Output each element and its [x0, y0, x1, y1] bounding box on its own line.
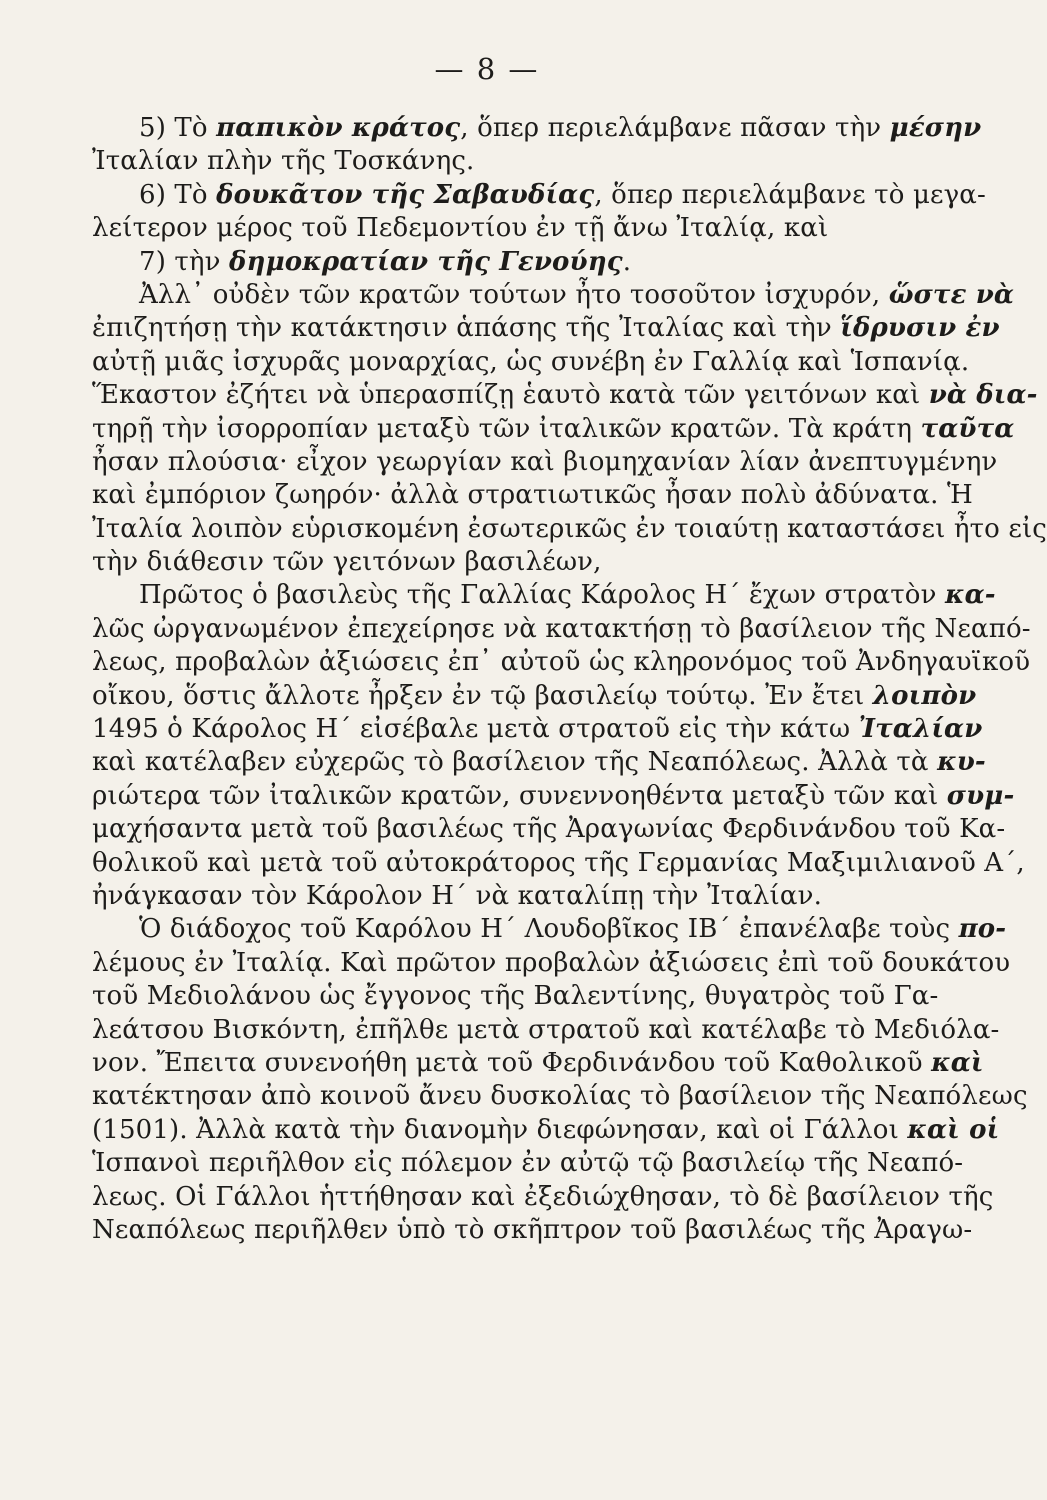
text-line	[92, 746, 986, 779]
emphasized-text: μέσην	[889, 113, 982, 143]
text-line	[92, 813, 1006, 846]
text-line	[92, 179, 986, 212]
text-line	[92, 980, 939, 1013]
text-segment: ριώτερα τῶν ἰταλικῶν κρατῶν, συνεννοηθέντα μεταξὺ τῶν καὶ	[92, 780, 947, 811]
text-line	[92, 1181, 994, 1214]
text-line	[92, 279, 1015, 312]
text-segment: Νεαπόλεως περιῆλθεν ὑπὸ τὸ σκῆπτρον τοῦ βασιλέως τῆς Ἀραγω-	[92, 1214, 973, 1245]
emphasized-text: συμ-	[946, 780, 1015, 811]
text-line	[92, 212, 932, 245]
text-line	[92, 513, 1047, 546]
text-segment: κατέκτησαν ἀπὸ κοινοῦ ἄνευ δυσκολίας τὸ βασίλειον τῆς Νεαπόλεως	[92, 1081, 1028, 1112]
text-segment: λέμους ἐν Ἰταλίᾳ. Καὶ πρῶτον προβαλὼν ἀξιώσεις ἐπὶ τοῦ δουκάτου	[92, 947, 1011, 978]
text-line	[92, 579, 996, 612]
text-segment: (1501). Ἀλλὰ κατὰ τὴν διανομὴν διεφώνησαν, καὶ οἱ Γάλλοι	[92, 1114, 908, 1145]
text-line	[92, 312, 1000, 345]
emphasized-text: ἵδρυσιν ἐν	[840, 313, 1000, 344]
text-line	[92, 680, 977, 713]
emphasized-text: δημοκρατίαν τῆς Γενούης	[229, 246, 623, 277]
text-line	[92, 847, 1025, 880]
text-segment: 1495 ὁ Κάρολος Η΄ εἰσέβαλε μετὰ στρατοῦ εἰς τὴν κάτω	[92, 714, 859, 745]
text-segment: λεως. Οἱ Γάλλοι ἡττήθησαν καὶ ἐξεδιώχθησαν, τὸ δὲ βασίλειον τῆς	[92, 1181, 994, 1212]
text-line	[92, 1080, 1028, 1113]
text-segment: τὴν διάθεσιν τῶν γειτόνων βασιλέων,	[92, 547, 602, 578]
text-segment: 6) Τὸ	[139, 179, 217, 210]
text-line	[92, 780, 1015, 813]
text-segment: 7) τὴν	[139, 246, 230, 277]
emphasized-text: καὶ	[931, 1047, 984, 1078]
text-line	[92, 145, 932, 178]
text-segment: ἦσαν πλούσια· εἶχον γεωργίαν καὶ βιομηχανίαν λίαν ἀνεπτυγμένην	[92, 446, 998, 477]
text-line	[92, 246, 932, 279]
text-line	[92, 947, 1011, 980]
text-segment: θολικοῦ καὶ μετὰ τοῦ αὐτοκράτορος τῆς Γερμανίας Μαξιμιλιανοῦ Α΄,	[92, 847, 1025, 878]
emphasized-text: δουκᾶτον τῆς Σαβαυδίας	[216, 179, 595, 210]
text-line	[92, 112, 982, 145]
emphasized-text: λοιπὸν	[872, 680, 977, 711]
text-segment: νον. Ἔπειτα συνενοήθη μετὰ τοῦ Φερδινάνδου τοῦ Καθολικοῦ	[92, 1047, 932, 1078]
text-segment: καὶ κατέλαβεν εὐχερῶς τὸ βασίλειον τῆς Νεαπόλεως. Ἀλλὰ τὰ	[92, 747, 938, 778]
text-line	[92, 446, 998, 479]
emphasized-text: κα-	[944, 580, 996, 611]
text-segment: Ἕκαστον ἐζήτει νὰ ὑπερασπίζῃ ἑαυτὸ κατὰ τῶν γειτόνων καὶ	[92, 380, 929, 411]
text-segment: λῶς ὠργανωμένον ἐπεχείρησε νὰ κατακτήσῃ τὸ βασίλειον τῆς Νεαπό-	[92, 613, 1031, 644]
text-segment: τηρῇ τὴν ἰσορροπίαν μεταξὺ τῶν ἰταλικῶν κρατῶν. Τὰ κράτη	[92, 413, 921, 444]
text-segment: ἐπιζητήσῃ τὴν κατάκτησιν ἁπάσης τῆς Ἰταλίας καὶ τὴν	[92, 313, 841, 344]
body-text	[92, 112, 1047, 1247]
text-segment: ἠνάγκασαν τὸν Κάρολον Η΄ νὰ καταλίπῃ τὴν Ἰταλίαν.	[92, 880, 822, 911]
text-segment: οἴκου, ὅστις ἄλλοτε ἦρξεν ἐν τῷ βασιλείῳ τούτῳ. Ἐν ἔτει	[92, 680, 873, 711]
emphasized-text: παπικὸν κράτος	[216, 113, 461, 143]
text-segment: μαχήσαντα μετὰ τοῦ βασιλέως τῆς Ἀραγωνίας Φερδινάνδου τοῦ Κα-	[92, 814, 1006, 845]
text-segment: Ὁ διάδοχος τοῦ Καρόλου Η΄ Λουδοβῖκος ΙΒ΄ ἐπανέλαβε τοὺς	[139, 914, 959, 945]
text-line	[92, 346, 970, 379]
emphasized-text: ὥστε νὰ	[888, 279, 1015, 310]
text-segment: λεως, προβαλὼν ἀξιώσεις ἐπ᾿ αὐτοῦ ὡς κληρονόμος τοῦ Ἀνδηγαυϊκοῦ	[92, 647, 1031, 678]
emphasized-text: Ἰταλίαν	[858, 714, 983, 745]
text-line	[92, 1147, 964, 1180]
text-segment: Ἱσπανοὶ περιῆλθον εἰς πόλεμον ἐν αὐτῷ τῷ βασιλείῳ τῆς Νεαπό-	[92, 1148, 964, 1179]
emphasized-text: ταῦτα	[920, 413, 1015, 444]
text-line	[92, 546, 932, 579]
text-segment: Ἰταλίαν πλὴν τῆς Τοσκάνης.	[92, 146, 475, 177]
emphasized-text: καὶ οἱ	[907, 1114, 1000, 1145]
text-segment: Ἀλλ᾿ οὐδὲν τῶν κρατῶν τούτων ἦτο τοσοῦτον ἰσχυρόν,	[139, 279, 889, 310]
text-line	[92, 1114, 1000, 1147]
text-line	[92, 479, 973, 512]
text-segment: Ἰταλία λοιπὸν εὑρισκομένη ἐσωτερικῶς ἐν τοιαύτῃ καταστάσει ἦτο εἰς	[92, 513, 1047, 544]
text-segment: Πρῶτος ὁ βασιλεὺς τῆς Γαλλίας Κάρολος Η΄ ἔχων στρατὸν	[139, 580, 945, 611]
text-segment: λείτερον μέρος τοῦ Πεδεμοντίου ἐν τῇ ἄνω Ἰταλίᾳ, καὶ	[92, 213, 829, 244]
text-line	[92, 613, 1031, 646]
text-segment: 5) Τὸ	[139, 113, 217, 143]
text-line	[92, 713, 983, 746]
emphasized-text: κυ-	[937, 747, 986, 778]
text-line	[92, 413, 1015, 446]
text-segment: αὐτῇ μιᾶς ἰσχυρᾶς μοναρχίας, ὡς συνέβη ἐν Γαλλίᾳ καὶ Ἱσπανίᾳ.	[92, 346, 970, 377]
text-line	[92, 379, 1038, 412]
text-line	[92, 1014, 1000, 1047]
text-segment: καὶ ἐμπόριον ζωηρόν· ἀλλὰ στρατιωτικῶς ἦσαν πολὺ ἀδύνατα. Ἡ	[92, 480, 973, 511]
text-line	[92, 880, 932, 913]
text-segment: , ὅπερ περιελάμβανε πᾶσαν τὴν	[460, 113, 890, 143]
emphasized-text: νὰ δια-	[928, 380, 1038, 411]
text-line	[92, 1047, 984, 1080]
text-segment: λεάτσου Βισκόντη, ἐπῆλθε μετὰ στρατοῦ καὶ κατέλαβε τὸ Μεδιόλα-	[92, 1014, 1000, 1045]
text-segment: , ὅπερ περιελάμβανε τὸ μεγα-	[594, 179, 986, 210]
text-segment: τοῦ Μεδιολάνου ὡς ἔγγονος τῆς Βαλεντίνης, θυγατρὸς τοῦ Γα-	[92, 981, 939, 1012]
text-line	[92, 1214, 973, 1247]
page-number: — 8 —	[434, 52, 540, 86]
emphasized-text: πο-	[958, 914, 1007, 945]
text-segment: .	[622, 246, 632, 277]
text-line	[92, 646, 1031, 679]
text-line	[92, 913, 1007, 946]
